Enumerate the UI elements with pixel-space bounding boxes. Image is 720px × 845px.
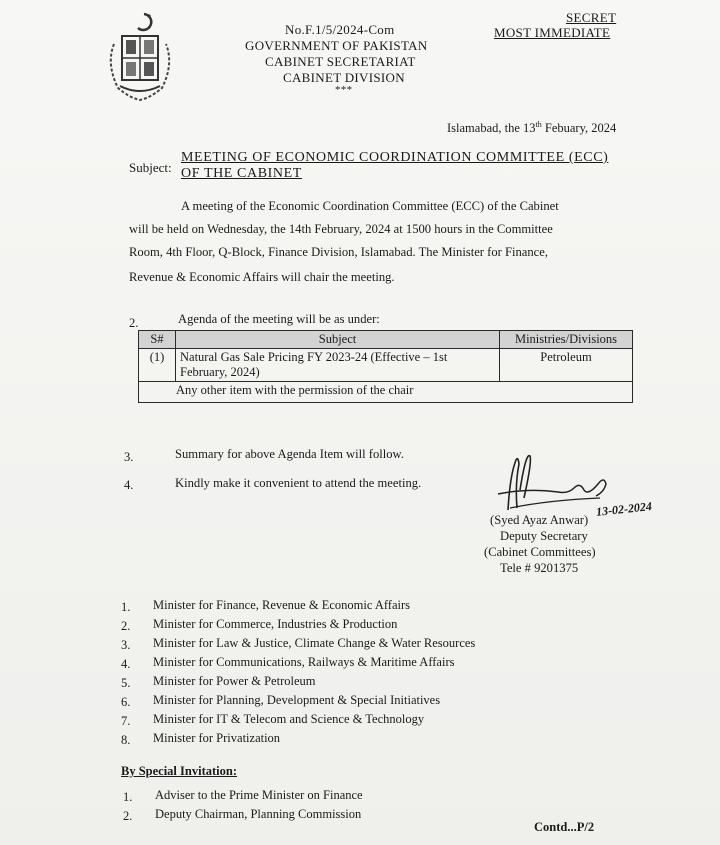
- distribution-number: 6.: [121, 695, 131, 709]
- org-line-1: GOVERNMENT OF PAKISTAN: [245, 38, 428, 53]
- distribution-number: 7.: [121, 714, 131, 728]
- para1-line-4: Revenue & Economic Affairs will chair the meeting.: [129, 270, 395, 284]
- distribution-item: Minister for Privatization: [153, 731, 281, 745]
- para1-line-3: Room, 4th Floor, Q-Block, Finance Division, Islamabad. The Minister for Finance,: [129, 245, 548, 259]
- agenda-header-row: [139, 331, 633, 349]
- para1-line-1: A meeting of the Economic Coordination Committee (ECC) of the Cabinet: [181, 199, 559, 213]
- subject-title-line-2: OF THE CABINET: [181, 166, 302, 181]
- header-stars: ***: [335, 84, 353, 96]
- distribution-item: Minister for Finance, Revenue & Economic Affairs: [153, 598, 410, 612]
- header-sno: S#: [139, 331, 176, 349]
- row1-ministry: Petroleum: [500, 349, 633, 382]
- header-ministries: Ministries/Divisions: [500, 331, 633, 349]
- signature-date: 13-02-2024: [595, 499, 653, 519]
- subject-title-line-1: MEETING OF ECONOMIC COORDINATION COMMITTEE (ECC): [181, 150, 609, 165]
- org-line-2: CABINET SECRETARIAT: [265, 54, 416, 69]
- distribution-item: Minister for Law & Justice, Climate Change & Water Resources: [153, 636, 476, 650]
- distribution-number: 3.: [121, 638, 131, 652]
- priority-label: MOST IMMEDIATE: [494, 25, 611, 40]
- table-row: [139, 382, 633, 403]
- special-item: Deputy Chairman, Planning Commission: [155, 807, 362, 821]
- continued-label: Contd...P/2: [534, 820, 595, 834]
- distribution-item: Minister for Power & Petroleum: [153, 674, 316, 688]
- dateline: Islamabad, the 13th Febuary, 2024: [447, 120, 617, 136]
- para1-line-2: will be held on Wednesday, the 14th February, 2024 at 1500 hours in the Committee: [129, 222, 553, 236]
- classification-label: SECRET: [566, 10, 617, 25]
- distribution-number: 2.: [121, 619, 131, 633]
- special-invitation-heading: By Special Invitation:: [121, 764, 237, 778]
- para3-text: Summary for above Agenda Item will follow.: [175, 447, 404, 461]
- para3-number: 3.: [124, 450, 134, 464]
- file-number: No.F.1/5/2024-Com: [285, 22, 395, 37]
- signatory-unit: (Cabinet Committees): [484, 545, 596, 559]
- signatory-tele: Tele # 9201375: [500, 561, 579, 575]
- distribution-number: 1.: [121, 600, 131, 614]
- special-number: 1.: [123, 790, 133, 804]
- row1-subject-line-1: Natural Gas Sale Pricing FY 2023-24 (Effective – 1st: [180, 350, 448, 364]
- distribution-item: Minister for IT & Telecom and Science & Technology: [153, 712, 425, 726]
- distribution-item: Minister for Communications, Railways & Maritime Affairs: [153, 655, 455, 669]
- table-row: [139, 349, 633, 382]
- distribution-number: 8.: [121, 733, 131, 747]
- distribution-item: Minister for Commerce, Industries & Production: [153, 617, 398, 631]
- para4-text: Kindly make it convenient to attend the meeting.: [175, 476, 422, 490]
- state-emblem-icon: [100, 10, 180, 102]
- signatory-name: (Syed Ayaz Anwar): [490, 513, 589, 527]
- subject-label: Subject:: [129, 160, 172, 175]
- distribution-number: 5.: [121, 676, 131, 690]
- header-subject: Subject: [176, 331, 500, 349]
- distribution-item: Minister for Planning, Development & Special Initiatives: [153, 693, 441, 707]
- row1-subject: [176, 349, 500, 382]
- special-item: Adviser to the Prime Minister on Finance: [155, 788, 363, 802]
- special-number: 2.: [123, 809, 133, 823]
- row1-subject-line-2: February, 2024): [180, 365, 260, 379]
- distribution-number: 4.: [121, 657, 131, 671]
- org-line-3: CABINET DIVISION: [283, 70, 405, 85]
- row2-subject: Any other item with the permission of the chair: [139, 382, 633, 403]
- para2-text: Agenda of the meeting will be as under:: [178, 312, 380, 326]
- para4-number: 4.: [124, 478, 134, 492]
- signatory-designation: Deputy Secretary: [500, 529, 588, 543]
- row1-sno: (1): [139, 349, 176, 382]
- agenda-table: [138, 330, 633, 403]
- para2-number: 2.: [129, 316, 139, 330]
